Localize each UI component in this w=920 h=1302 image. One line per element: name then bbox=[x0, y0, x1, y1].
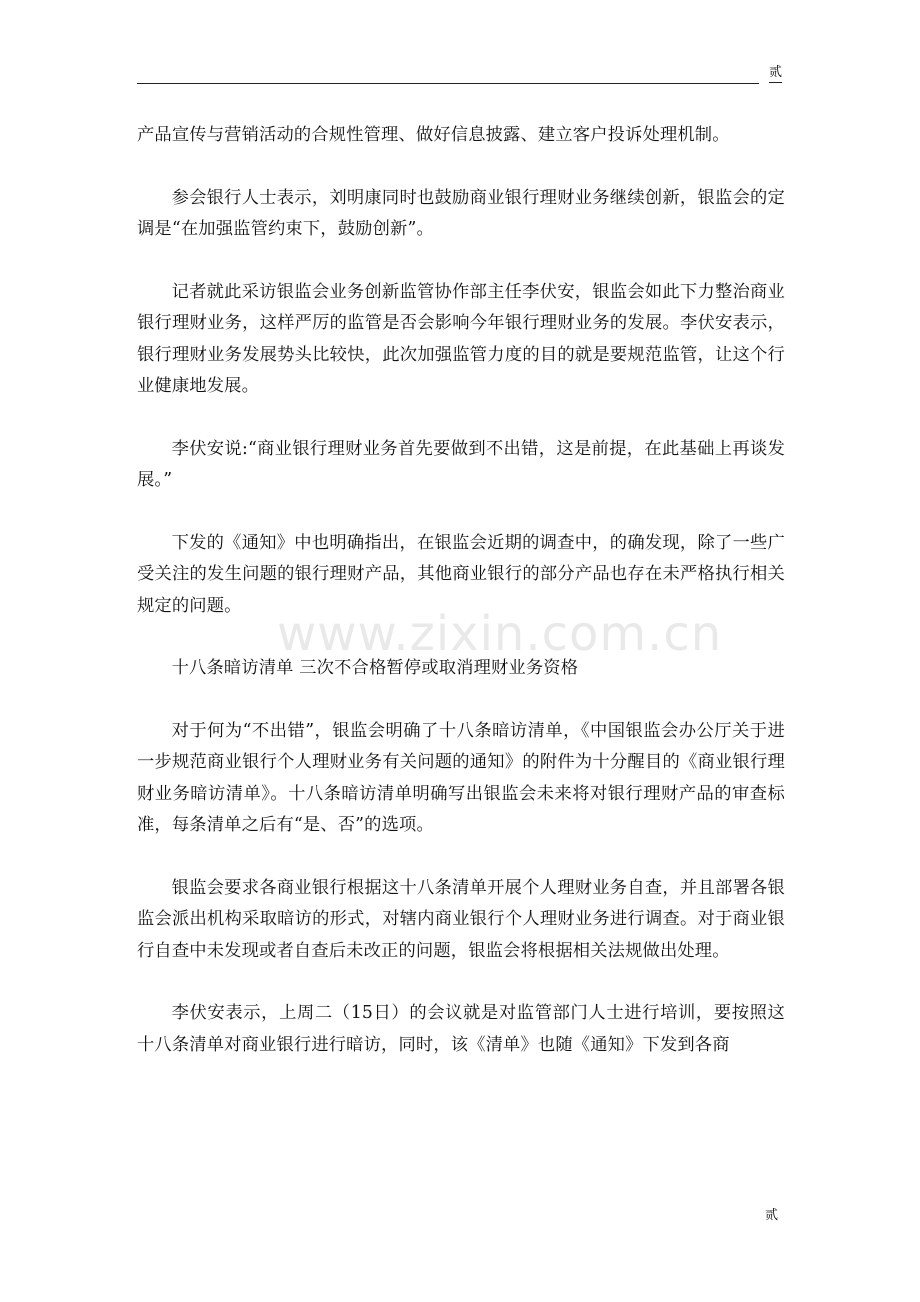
header-page-mark: 贰 bbox=[769, 65, 782, 83]
paragraph-8: 银监会要求各商业银行根据这十八条清单开展个人理财业务自查，并且部署各银监会派出机构采取暗访的形式，对辖内商业银行个人理财业务进行调查。对于商业银行自查中未发现或者自查后未改正的问题，银监会将根据相关法规做出处理。 bbox=[137, 877, 785, 961]
watermark: www.zixin.com.cn bbox=[277, 606, 723, 662]
page-header bbox=[137, 64, 782, 88]
paragraph-9: 李伏安表示，上周二（15日）的会议就是对监管部门人士进行培训，要按照这十八条清单对商业银行进行暗访，同时，该《清单》也随《通知》下发到各商 bbox=[137, 1003, 785, 1055]
paragraph-4: 李伏安说:“商业银行理财业务首先要做到不出错，这是前提，在此基础上再谈发展。” bbox=[137, 438, 785, 490]
paragraph-1: 产品宣传与营销活动的合规性管理、做好信息披露、建立客户投诉处理机制。 bbox=[137, 125, 730, 145]
paragraph-7: 对于何为“不出错”，银监会明确了十八条暗访清单，《中国银监会办公厅关于进一步规范商业银行个人理财业务有关问题的通知》的附件为十分醒目的《商业银行理财业务暗访清单》。十八条暗访清单明确写出银监会未来将对银行理财产品的审查标准，每条清单之后有“是、否”的选项。 bbox=[137, 720, 785, 835]
document-body bbox=[137, 120, 785, 1092]
footer-page-mark: 贰 bbox=[765, 1208, 779, 1223]
header-rule bbox=[137, 83, 759, 84]
paragraph-2: 参会银行人士表示，刘明康同时也鼓励商业银行理财业务继续创新，银监会的定调是“在加强监管约束下，鼓励创新”。 bbox=[137, 187, 785, 239]
paragraph-5: 下发的《通知》中也明确指出，在银监会近期的调查中，的确发现，除了一些广受关注的发生问题的银行理财产品，其他商业银行的部分产品也存在未严格执行相关规定的问题。 bbox=[137, 532, 785, 616]
paragraph-3: 记者就此采访银监会业务创新监管协作部主任李伏安，银监会如此下力整治商业银行理财业务，这样严厉的监管是否会影响今年银行理财业务的发展。李伏安表示，银行理财业务发展势头比较快，此次加强监管力度的目的就是要规范监管，让这个行业健康地发展。 bbox=[137, 281, 785, 396]
section-heading: 十八条暗访清单 三次不合格暂停或取消理财业务资格 bbox=[171, 658, 579, 678]
